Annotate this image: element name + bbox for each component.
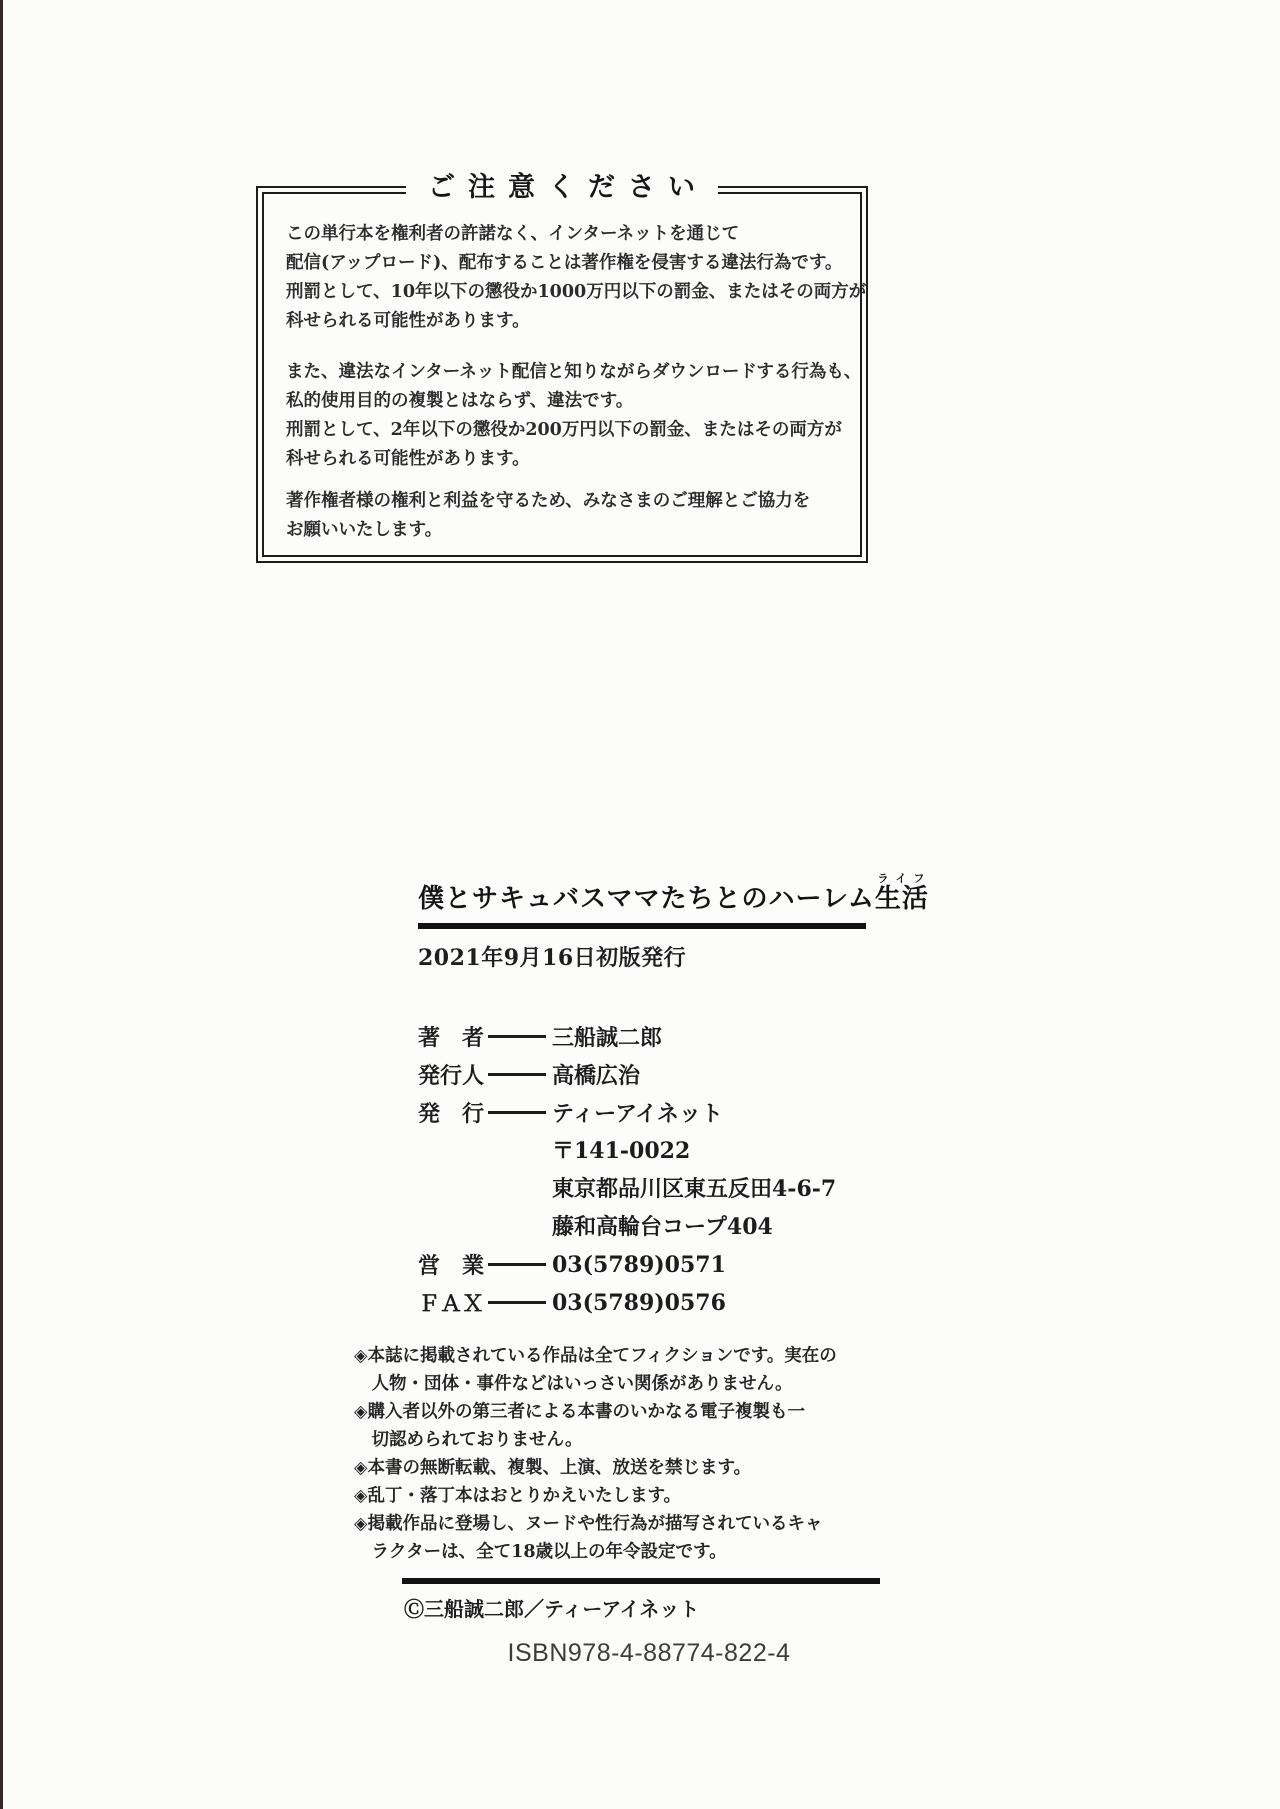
publisher-row [418, 1094, 868, 1132]
author-label: 著 者 [418, 1025, 485, 1051]
disclaimer-line: ◈購入者以外の第三者による本書のいかなる電子複製も一 [354, 1401, 805, 1422]
book-title [418, 872, 929, 916]
warning-text-line: 著作権者様の権利と利益を守るため、みなさまのご理解とご協力を [286, 491, 811, 511]
address-line-1: 東京都品川区東五反田4-6-7 [552, 1175, 837, 1202]
warning-text-line: また、違法なインターネット配信と知りながらダウンロードする行為も、 [286, 362, 862, 382]
colophon-block [354, 872, 929, 1668]
warning-paragraph-1 [286, 220, 867, 336]
dash-line [488, 1263, 546, 1266]
warning-text-line: 刑罰として、2年以下の懲役か200万円以下の罰金、またはその両方が [286, 420, 842, 440]
disclaimer-line: ラクターは、全て18歳以上の年令設定です。 [354, 1541, 727, 1562]
dash-line [488, 1073, 546, 1076]
disclaimer-line: 人物・団体・事件などはいっさい関係がありません。 [354, 1373, 793, 1394]
disclaimer-line: ◈本書の無断転載、複製、上演、放送を禁じます。 [354, 1457, 752, 1478]
postal-code: 〒141-0022 [552, 1137, 691, 1164]
sales-phone-value: 03(5789)0571 [552, 1251, 726, 1278]
publisher-person-row [418, 1056, 868, 1094]
dash-line [488, 1035, 546, 1038]
divider-rule-top [418, 923, 866, 929]
publication-rows [418, 1018, 868, 1322]
warning-paragraph-3 [286, 487, 842, 545]
edition-date: 2021年9月16日初版発行 [418, 944, 687, 971]
author-value: 三船誠二郎 [552, 1025, 663, 1051]
disclaimer-notes [354, 1342, 874, 1566]
sales-phone-row [418, 1246, 868, 1284]
fax-value: 03(5789)0576 [552, 1289, 726, 1316]
fax-row [418, 1284, 868, 1322]
book-title-ruby [874, 872, 929, 914]
dash-line [488, 1111, 546, 1114]
warning-text-line: 配信(アップロード)、配布することは著作権を侵害する違法行為です。 [286, 253, 843, 273]
warning-text-line: お願いいたします。 [286, 520, 443, 540]
author-row [418, 1018, 868, 1056]
warning-text-line: 刑罰として、10年以下の懲役か1000万円以下の罰金、またはその両方が [286, 282, 867, 302]
address-line-2: 藤和高輪台コープ404 [552, 1213, 773, 1240]
book-title-furigana: ライフ [874, 872, 929, 885]
publisher-person-label: 発行人 [418, 1063, 485, 1089]
disclaimer-line: ◈乱丁・落丁本はおとりかえいたします。 [354, 1485, 682, 1506]
sales-label: 営 業 [418, 1253, 485, 1279]
isbn: ISBN978-4-88774-822-4 [507, 1638, 791, 1667]
publisher-label: 発 行 [418, 1101, 485, 1127]
publisher-value: ティーアイネット [552, 1101, 723, 1127]
warning-text-line: 科せられる可能性があります。 [286, 449, 530, 469]
copyright-warning-box [256, 172, 868, 563]
disclaimer-line: 切認められておりません。 [354, 1429, 583, 1450]
book-title-main: 僕とサキュバスママたちとのハーレム [418, 884, 875, 914]
warning-box-body [262, 192, 867, 557]
disclaimer-line: ◈本誌に掲載されている作品は全てフィクションです。実在の [354, 1345, 837, 1366]
book-title-ruby-base: 生活 [874, 884, 929, 914]
warning-text-line: 科せられる可能性があります。 [286, 311, 530, 331]
warning-text-line: この単行本を権利者の許諾なく、インターネットを通じて [286, 224, 740, 244]
disclaimer-line: ◈掲載作品に登場し、ヌードや性行為が描写されているキャ [354, 1513, 823, 1534]
divider-rule-bottom [402, 1578, 880, 1584]
publisher-person-value: 高橋広治 [552, 1063, 641, 1089]
copyright-line: Ⓒ三船誠二郎／ティーアイネット [404, 1596, 700, 1621]
warning-text-line: 私的使用目的の複製とはならず、違法です。 [286, 391, 634, 411]
fax-label: ＦＡＸ [418, 1291, 485, 1317]
dash-line [488, 1301, 546, 1304]
warning-paragraph-2 [286, 358, 862, 474]
warning-box-title: ご注意ください [406, 171, 718, 205]
page-left-edge [0, 0, 3, 1809]
